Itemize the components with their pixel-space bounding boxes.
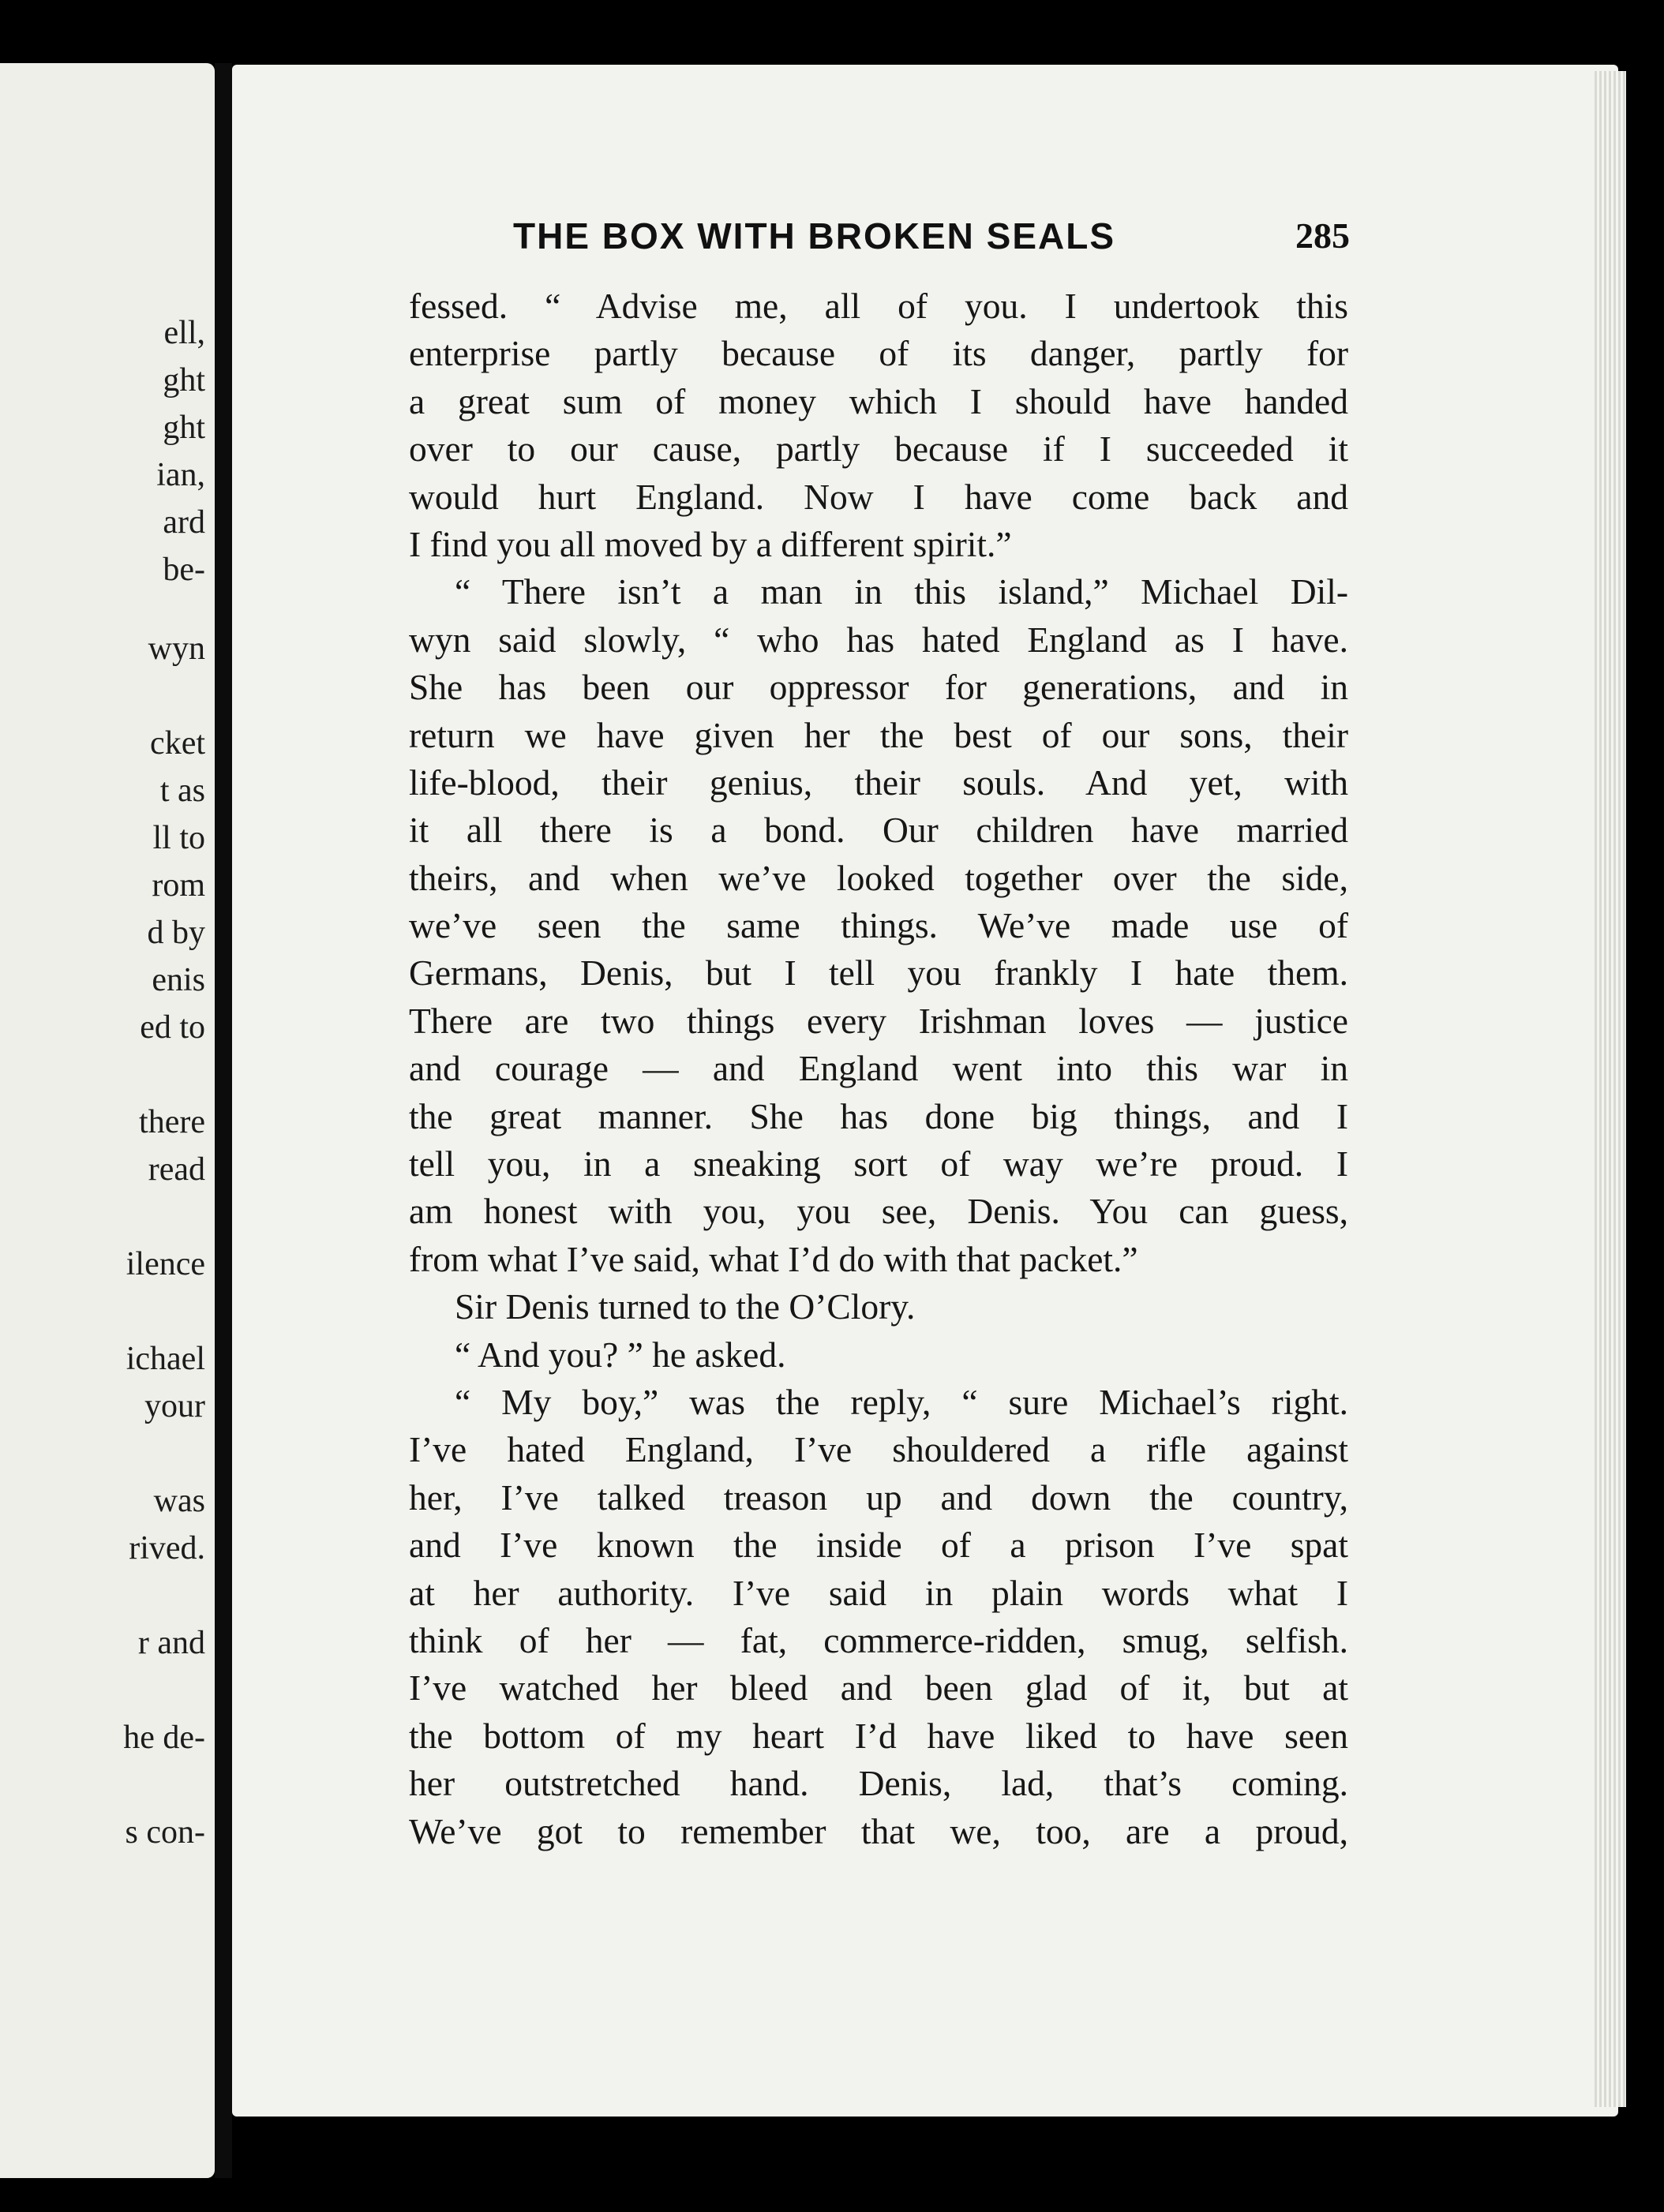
left-fragment: was	[153, 1483, 205, 1519]
page-header	[513, 215, 1350, 262]
text-line: There are two things every Irishman loves — justice	[409, 1000, 1348, 1041]
text-line: her, I’ve talked treason up and down the country,	[409, 1477, 1348, 1518]
text-line: I find you all moved by a different spirit.”	[409, 523, 1012, 564]
text-line: would hurt England. Now I have come back and	[409, 476, 1348, 517]
left-fragment: ichael	[126, 1341, 205, 1377]
text-line: over to our cause, partly because if I succeeded it	[409, 429, 1348, 470]
text-line: “ There isn’t a man in this island,” Michael Dil-	[455, 571, 1348, 612]
left-fragment: ll to	[152, 820, 205, 856]
text-line: we’ve seen the same things. We’ve made use of	[409, 905, 1348, 946]
left-fragment: ilence	[126, 1246, 205, 1282]
text-line: fessed. “ Advise me, all of you. I undertook this	[409, 286, 1348, 326]
page-edge	[1595, 71, 1626, 2107]
text-line: I’ve hated England, I’ve shouldered a rifle against	[409, 1429, 1348, 1470]
left-fragment: there	[139, 1104, 205, 1140]
text-line: life-blood, their genius, their souls. And yet, with	[409, 762, 1348, 803]
left-fragment: t as	[159, 773, 205, 809]
text-line: a great sum of money which I should have handed	[409, 380, 1348, 421]
text-line: am honest with you, you see, Denis. You can guess,	[409, 1191, 1348, 1232]
left-fragment: cket	[150, 725, 205, 762]
left-fragment: r and	[137, 1625, 205, 1661]
text-line: tell you, in a sneaking sort of way we’re proud. I	[409, 1143, 1348, 1185]
left-page	[0, 63, 215, 2178]
text-line: from what I’ve said, what I’d do with that packet.”	[409, 1238, 1138, 1279]
left-fragment: rived.	[129, 1530, 205, 1566]
left-fragment: s con-	[125, 1814, 205, 1851]
left-fragment: be-	[163, 552, 205, 588]
left-fragment: wyn	[148, 631, 205, 667]
text-line: “ And you? ” he asked.	[455, 1334, 786, 1375]
text-line: She has been our oppressor for generations, and in	[409, 667, 1348, 708]
text-line: the bottom of my heart I’d have liked to have seen	[409, 1715, 1348, 1756]
left-fragment: ght	[163, 362, 205, 399]
text-line: wyn said slowly, “ who has hated England as I have.	[409, 619, 1348, 660]
left-fragment: he de-	[123, 1720, 205, 1756]
left-fragment: ell,	[163, 315, 205, 351]
text-line: We’ve got to remember that we, too, are a proud,	[409, 1810, 1348, 1851]
text-line: I’ve watched her bleed and been glad of it, but at	[409, 1667, 1348, 1709]
body-text	[409, 283, 1348, 1855]
left-fragment: rom	[152, 867, 205, 904]
text-line: it all there is a bond. Our children have married	[409, 810, 1348, 851]
text-line: enterprise partly because of its danger, partly for	[409, 333, 1348, 374]
left-fragment: ed to	[140, 1009, 205, 1046]
page-number: 285	[1295, 215, 1350, 256]
running-head: THE BOX WITH BROKEN SEALS	[513, 215, 1116, 256]
text-line: and courage — and England went into this war in	[409, 1048, 1348, 1089]
left-fragment: ian,	[156, 457, 205, 493]
text-line: Sir Denis turned to the O’Clory.	[455, 1286, 916, 1327]
left-fragment: d by	[147, 915, 205, 951]
text-line: the great manner. She has done big things, and I	[409, 1095, 1348, 1136]
text-line: Germans, Denis, but I tell you frankly I hate them.	[409, 953, 1348, 994]
book-gutter	[215, 63, 232, 2178]
text-line: “ My boy,” was the reply, “ sure Michael’s right.	[455, 1381, 1348, 1422]
left-fragment: your	[144, 1388, 205, 1424]
text-line: her outstretched hand. Denis, lad, that’s coming.	[409, 1763, 1348, 1804]
text-line: and I’ve known the inside of a prison I’ve spat	[409, 1525, 1348, 1566]
left-fragment: enis	[152, 962, 205, 998]
text-line: think of her — fat, commerce-ridden, smug, selfish.	[409, 1619, 1348, 1660]
left-fragment: ght	[163, 410, 205, 446]
left-fragment: read	[148, 1151, 205, 1188]
text-line: theirs, and when we’ve looked together over the side,	[409, 857, 1348, 898]
left-fragment: ard	[163, 504, 205, 541]
text-line: return we have given her the best of our sons, their	[409, 714, 1348, 755]
text-line: at her authority. I’ve said in plain words what I	[409, 1572, 1348, 1613]
